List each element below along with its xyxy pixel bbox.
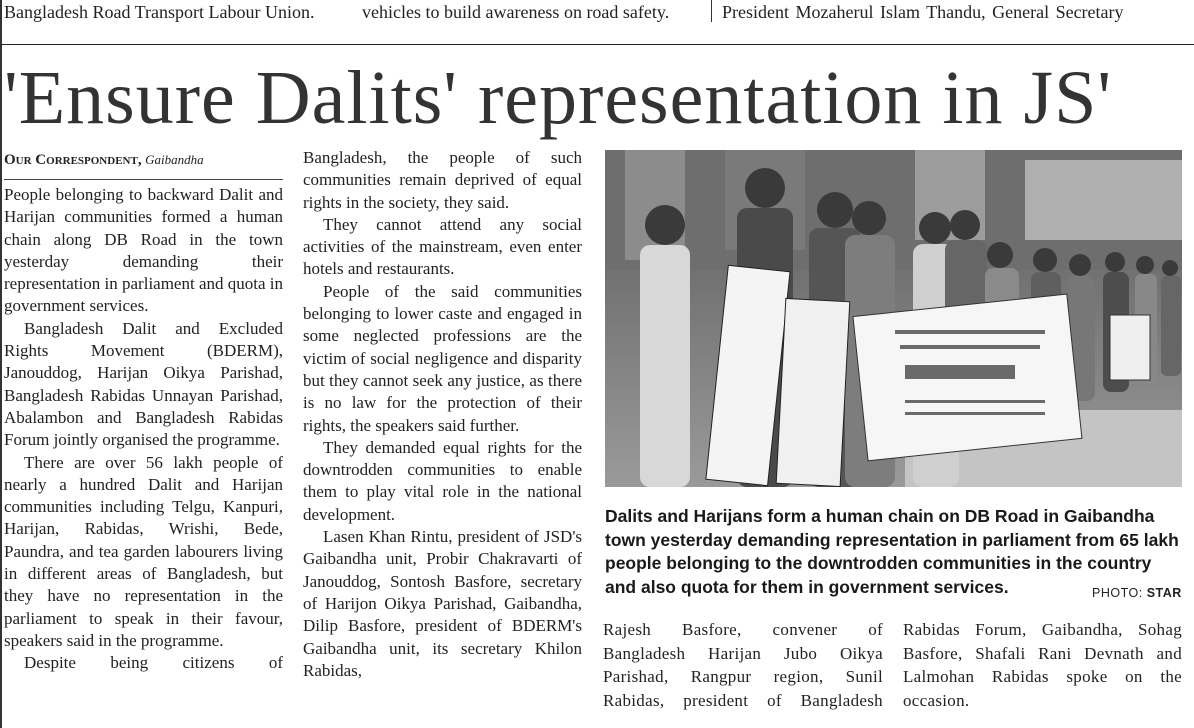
byline-place: Gaibandha [145, 152, 204, 167]
article-column-3 [603, 618, 883, 712]
byline [4, 152, 204, 169]
photo-credit [1092, 586, 1182, 600]
photo-credit-source: STAR [1146, 586, 1182, 600]
article-paragraph: Lasen Khan Rintu, president of JSD's Gaibandha unit, Probir Chakravarti of Janouddog, Sontosh Basfore, secretary of Harijon Oikya Parishad, Gaibandha, Dilip Basfore, president of BDERM's Gaibandha unit, its secretary Khilon Rabidas, [303, 527, 582, 680]
article-paragraph: There are over 56 lakh people of nearly a hundred Dalit and Harijan communities including Telgu, Kanpuri, Harijan, Rabidas, Wrishi, Bede, Paundra, and tea garden labourers living in different areas of Bangladesh, but they have no representation in the parliament to speak in their favour, speakers said in the programme. [4, 452, 283, 650]
article-paragraph: They demanded equal rights for the downtrodden communities to enable them to play vital role in the national development. [303, 437, 582, 524]
article-column-4 [903, 618, 1182, 712]
top-strip-text-3: President Mozaherul Islam Thandu, General Secretary [722, 2, 1124, 22]
byline-name: Our Correspondent, [4, 152, 142, 168]
article-column-1 [4, 184, 283, 675]
article-paragraph: Bangladesh, the people of such communities remain deprived of equal rights in the society, they said. [303, 148, 582, 212]
article-paragraph: They cannot attend any social activities of the mainstream, even enter hotels and restaurants. [303, 214, 582, 279]
top-strip [0, 0, 1194, 45]
article-paragraph: Rabidas Forum, Gaibandha, Sohag Basfore, Shafali Rani Devnath and Lalmohan Rabidas spoke on the occasion. [903, 620, 1182, 710]
article-paragraph: People of the said communities belonging to lower caste and engaged in some neglected professions are the victim of social negligence and disparity but they cannot seek any justice, as there is no law for the protection of their rights, the speakers said further. [303, 281, 582, 435]
article-headline: 'Ensure Dalits' representation in JS' [4, 56, 1113, 140]
top-strip-text-1: Bangladesh Road Transport Labour Union. [4, 2, 315, 22]
article-paragraph: Rajesh Basfore, convener of Bangladesh Harijan Jubo Oikya Parishad, Rangpur region, Sunil Rabidas, president of Bangladesh [603, 620, 883, 710]
article-paragraph: People belonging to backward Dalit and Harijan communities formed a human chain along DB Road in the town yesterday demanding their representation in parliament and quota in government services. [4, 185, 283, 316]
news-photo [605, 150, 1182, 487]
photo-credit-label: PHOTO: [1092, 586, 1143, 600]
byline-rule [4, 179, 283, 180]
article-paragraph: Bangladesh Dalit and Excluded Rights Movement (BDERM), Janouddog, Harijan Oikya Parishad, Bangladesh Rabidas Unnayan Parishad, Abalambon and Bangladesh Rabidas Forum jointly organised the programme. [4, 318, 283, 450]
article-column-2 [303, 147, 582, 682]
photo-caption: Dalits and Harijans form a human chain on DB Road in Gaibandha town yesterday demanding representation in parliament from 65 lakh people belonging to the downtrodden communities in the country and also quota for them in government services. [605, 506, 1179, 597]
top-strip-text-2: vehicles to build awareness on road safety. [362, 2, 670, 22]
human-chain-photo [605, 150, 1182, 487]
article-paragraph: Despite being citizens of [24, 653, 283, 673]
page-left-edge [0, 0, 2, 728]
column-divider [711, 0, 712, 22]
